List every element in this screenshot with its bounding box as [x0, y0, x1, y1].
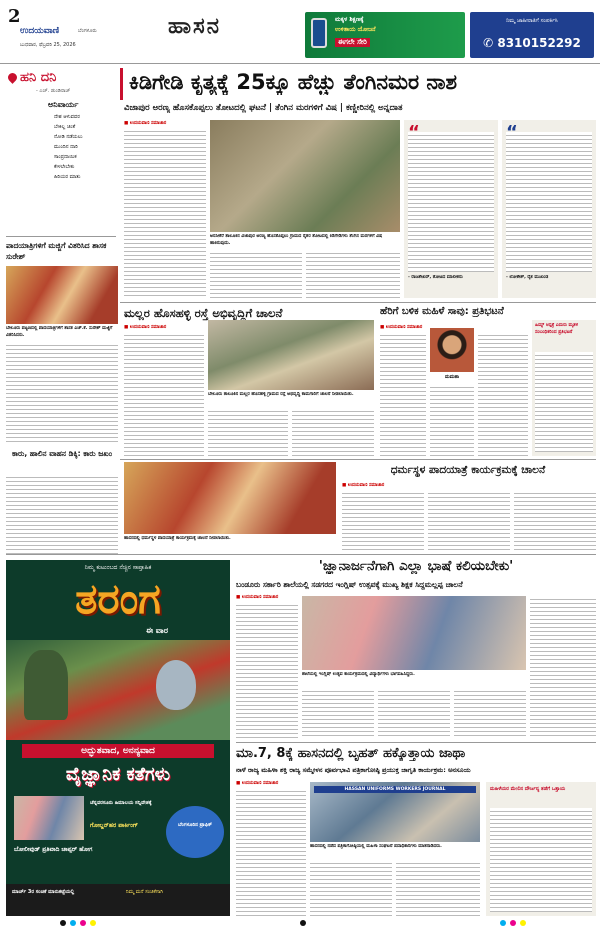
coconut-photo: [210, 120, 400, 232]
taranga-line2: ವೈಜ್ಞಾನಿಕ ಕತೆಗಳು: [65, 764, 171, 785]
dharmasthala-body-col2: [428, 490, 510, 550]
main-headline-bar: [120, 68, 596, 100]
jatha-sidebar: [486, 782, 596, 916]
language-body-col2: [302, 688, 374, 738]
language-byline: ■ ಉದಯವಾಣಿ ಸಮಾಚಾರ: [236, 595, 279, 600]
ad-contact: [470, 12, 594, 58]
edition: ಬೆಂಗಳೂರು: [78, 28, 97, 34]
jatha-subhead: ನಾಳೆ ರಾಜ್ಯ ಮಹಿಳಾ ಶಕ್ತಿ ರಾಜ್ಯ ಸಮ್ಮೇಳನ ಪೂರ್ವಭಾವಿ ಪತ್ರಿಕಾಗೋಷ್ಠಿ ಪ್ರಯುಕ್ತ ಜಾಗೃತಿ ಕಾರ್ಯಕ್ರಮ: ಅನಸೂಯ: [236, 766, 471, 774]
road-photo: [208, 320, 374, 390]
school-photo: [302, 596, 526, 670]
padayatre-caption: ಬೇಲೂರು ಪಟ್ಟಣದಲ್ಲಿ ಪಾದಯಾತ್ರಿಗಳಿಗೆ ಶಾಸಕ ಎಚ್.ಕೆ. ಸುರೇಶ್ ಮಜ್ಜಿಗೆ ವಿತರಿಸಿದರು.: [6, 326, 113, 338]
language-caption: ಶಾಲೆಯಲ್ಲಿ ಇಂಗ್ಲಿಷ್ ಉತ್ಸವ ಕಾರ್ಯಕ್ರಮದಲ್ಲಿ ವಿದ್ಯಾರ್ಥಿಗಳು ಭಾಗವಹಿಸಿದ್ದರು.: [302, 672, 415, 677]
jatha-body-col3: [396, 860, 480, 916]
accident-headline: ಕಾರು, ಹಾಲಿನ ವಾಹನ ಡಿಕ್ಕಿ: ಕಾರು ಜಖಂ: [11, 449, 113, 458]
quote-box-2: [502, 120, 596, 298]
road-caption: ಬೇಲೂರು ತಾಲೂಕಿನ ಮಲ್ಲರ ಹೊಸಹಳ್ಳಿ ಗ್ರಾಮದ ರಸ್ತೆ ಅಭಿವೃದ್ಧಿ ಕಾಮಗಾರಿಗೆ ಚಾಲನೆ ನೀಡಲಾಯಿತು.: [208, 392, 354, 397]
death-box-text: ಹಿಮ್ಸ್ ಆಸ್ಪತ್ರೆ ಎದುರು ಮೃತಳ ಸಂಬಂಧಿಕರಿಂದ ಪ್ರತಿಭಟನೆ: [535, 323, 579, 335]
taranga-footer-bar: [6, 884, 230, 916]
dharmasthala-caption: ಹಾಸನದಲ್ಲಿ ಧರ್ಮಸ್ಥಳ ಪಾದಯಾತ್ರೆ ಕಾರ್ಯಕ್ರಮಕ್ಕೆ ಚಾಲನೆ ನೀಡಲಾಯಿತು.: [124, 536, 231, 541]
pressmeet-banner: HASSAN UNIFORMS WORKERS JOURNAL: [314, 786, 476, 793]
quote1-author: - ರಾಜಶೇಖರ್, ತೋಟದ ಮಾಲೀಕರು: [408, 275, 463, 280]
language-body-col3: [378, 688, 450, 738]
main-byline: ■ ಉದಯವಾಣಿ ಸಮಾಚಾರ: [124, 121, 167, 126]
ad-contact-line: ನಿಮ್ಮ ಜಾಹೀರಾತಿಗೆ ಸಂಪರ್ಕಿಸಿ: [506, 18, 558, 24]
language-body-col1: [236, 602, 298, 738]
road-body-col3: [292, 408, 374, 456]
poem-line-6: ಕೇಳಲೇಬೇಕು: [54, 164, 75, 170]
phone-number: 8310152292: [497, 36, 581, 50]
drop-icon: [6, 71, 19, 84]
ad-savings-line1: ಮಕ್ಕಳ ಶಿಕ್ಷಣಕ್ಕೆ: [335, 16, 364, 23]
main-subhead: ವಿಜಾಪುರ ಅರಣ್ಯ ಹೊಸಕೊಪ್ಪಲು ತೋಟದಲ್ಲಿ ಘಟನೆ | ತೆಂಗಿನ ಮರಗಳಿಗೆ ವಿಷ | ಕಣ್ಣೀರಿನಲ್ಲಿ ಅನ್ನದಾತ: [124, 103, 403, 113]
soldier-icon: [24, 650, 68, 720]
jatha-body-col1: [236, 788, 306, 916]
road-byline: ■ ಉದಯವಾಣಿ ಸಮಾಚಾರ: [124, 325, 167, 330]
taranga-footer: ಮಾರ್ಚ್ 3ರ ಸಂಚಿಕೆ ಮಾರುಕಟ್ಟೆಯಲ್ಲಿ: [12, 889, 75, 895]
date: ಬುಧವಾರ, ಫೆಬ್ರವರಿ 25, 2026: [20, 42, 76, 48]
taranga-footer2: ನಿಮ್ಮ ಮನೆ ಸಂಚಿಕೆಗಾಗಿ: [126, 889, 164, 895]
language-body-col5: [530, 596, 596, 738]
main-caption: ಅರಸೀಕೆರೆ ತಾಲೂಕಿನ ವಿಜಾಪುರ ಅರಣ್ಯ ಹೊಸಕೊಪ್ಪಲು ಗ್ರಾಮದ ರೈತರ ತೋಟದಲ್ಲಿ ಕಿಡಿಗೇಡಿಗಳು ತೆಂಗಿನ ಮರಗಳಿಗೆ ವಿಷ ಹಾಕಿರುವುದು.: [210, 234, 383, 246]
ad-savings-line2: ಉಳಿತಾಯ ಯೋಜನೆ: [335, 26, 376, 33]
dharmasthala-headline: ಧರ್ಮಸ್ಥಳ ಪಾದಯಾತ್ರೆ ಕಾರ್ಯಕ್ರಮಕ್ಕೆ ಚಾಲನೆ: [390, 464, 546, 476]
ad-contact-phone: ✆ 8310152292: [483, 36, 581, 50]
padayatre-body: [6, 342, 118, 442]
padayatre-headline: ಪಾದಯಾತ್ರಿಗಳಿಗೆ ಮಜ್ಜಿಗೆ ವಿತರಿಸಿದ ಶಾಸಕ ಸುರೇಶ್: [6, 241, 107, 261]
death-body-col1: [380, 332, 426, 456]
jatha-headline: ಮಾ.7, 8ಕ್ಕೆ ಹಾಸನದಲ್ಲಿ ಬೃಹತ್ ಹಕ್ಕೊತ್ತಾಯ ಜಾಥಾ: [236, 746, 466, 761]
language-subhead: ಬಂಡೂರು ಸರ್ಕಾರಿ ಶಾಲೆಯಲ್ಲಿ ಸಡಗರದ ಇಂಗ್ಲಿಷ್ ಉತ್ಸವಕ್ಕೆ ಮುಖ್ಯ ಶಿಕ್ಷಕ ಸಿದ್ದಮಲ್ಲಪ್ಪ ಚಾಲನೆ: [236, 580, 463, 589]
poem-line-7: ಹಿರಿಯರ ಮಾತು: [54, 174, 81, 180]
taranga-item1: ಚೆನ್ನವರಸೂರು ಹಿಮಾಲಯ ಸನ್ನಿವೇಶಕ್ಕೆ: [90, 800, 152, 806]
hanidani-byline: - ಎಚ್. ಡುಂಡಿರಾಜ್: [36, 88, 71, 94]
main-body-col1: [124, 128, 206, 298]
pressmeet-photo: [310, 782, 480, 842]
jatha-caption: ಹಾಸನದಲ್ಲಿ ನಡೆದ ಪತ್ರಿಕಾಗೋಷ್ಠಿಯಲ್ಲಿ ಮಹಿಳಾ ಸಂಘಟನೆ ಪದಾಧಿಕಾರಿಗಳು ಮಾತನಾಡಿದರು.: [310, 844, 442, 849]
ad-savings: [305, 12, 465, 58]
taranga-item4: ಬೋಲೀವುಡ್‌ ಪ್ರತಿವಾದಿ ಚಾಪ್ಟರ್‌ ಹೋಗ: [14, 846, 93, 853]
taranga-subtitle: ಈ ವಾರ: [146, 626, 168, 635]
registration-marks: [0, 918, 600, 928]
poem-line-2: ಬೇಕಿಲ್ಲ ಚಿಂತೆ: [54, 124, 76, 130]
alien-icon: [156, 660, 196, 710]
poem-line-1: ದೇಶ ಆಳುವವರ: [54, 114, 80, 120]
road-body-col2: [208, 408, 288, 456]
accident-body: [6, 474, 118, 556]
dharmasthala-body-col1: [342, 490, 424, 550]
dharmasthala-body-col3: [514, 490, 596, 550]
hanidani-title: ಹನಿ ದನಿ: [20, 70, 57, 85]
dharmasthala-byline: ■ ಉದಯವಾಣಿ ಸಮಾಚಾರ: [342, 483, 385, 488]
road-headline: ಮಲ್ಲರ ಹೊಸಹಳ್ಳಿ ರಸ್ತೆ ಅಭಿವೃದ್ಧಿಗೆ ಚಾಲನೆ: [124, 306, 283, 320]
death-headline: ಹೆರಿಗೆ ಬಳಿಕ ಮಹಿಳೆ ಸಾವು: ಪ್ರತಿಭಟನೆ: [380, 306, 504, 317]
taranga-line1: ಅದ್ಭುತವಾದ, ಅನನ್ಯವಾದ: [22, 744, 214, 758]
taranga-inset-photo: [14, 796, 84, 840]
taranga-ad: [6, 560, 230, 916]
death-body-col3: [478, 332, 528, 456]
road-body-col1: [124, 332, 204, 456]
woman-photo: [430, 328, 474, 372]
taranga-item3: ಬೆಂಗಳೂರಿನ ಟ್ರಾಫಿಕ್: [178, 822, 212, 828]
poem-line-3: ನೋಡಿ ನಡೆಯಲು: [54, 134, 83, 140]
jatha-body-col2: [310, 860, 392, 916]
jatha-box-text: ಮಹಿಳೆಯರ ಮೇಲಿನ ದೌರ್ಜನ್ಯ ತಡೆಗೆ ಒತ್ತಾಯ: [490, 786, 566, 792]
language-headline: 'ಜ್ಞಾನಾರ್ಜನೆಗಾಗಿ ಎಲ್ಲಾ ಭಾಷೆ ಕಲಿಯಬೇಕು': [318, 558, 514, 574]
jatha-byline: ■ ಉದಯವಾಣಿ ಸಮಾಚಾರ: [236, 781, 279, 786]
taranga-title: ತರಂಗ: [75, 574, 161, 623]
traffic-photo: [166, 806, 224, 858]
poem-title: ಅನಿವಾರ್ಯ: [48, 100, 79, 109]
page-number: 2: [8, 6, 21, 27]
dharmasthala-photo: [124, 462, 336, 534]
padayatre-photo: [6, 266, 118, 324]
poem-line-4: ಮುಂದಿನ ದಾರಿ: [54, 144, 78, 150]
death-sidebar: [532, 320, 596, 456]
main-body-col3: [306, 250, 400, 298]
cover-art: [6, 640, 230, 740]
death-byline: ■ ಉದಯವಾಣಿ ಸಮಾಚಾರ: [380, 325, 423, 330]
quote2-author: - ಲೋಕೇಶ್, ರೈತ ಮುಖಂಡ: [506, 275, 549, 280]
poem-line-5: ಸಾಂಪ್ರದಾಯಿಕ: [54, 154, 77, 160]
masthead: [0, 0, 600, 64]
hanidani-box: [6, 68, 116, 236]
taranga-top-text: ನಿಮ್ಮ ಕುಟುಂಬದ ನೆಚ್ಚಿನ ಸಾಪ್ತಾಹಿಕ: [84, 564, 152, 571]
paper-name: ಉದಯವಾಣಿ: [20, 26, 60, 36]
taranga-item2: ಗೋಲ್ಡನ್‌ಹರ ಪಾರ್ಕಿಂಗ್: [90, 822, 139, 829]
section-title: ಹಾಸನ: [168, 14, 221, 39]
language-body-col4: [454, 688, 526, 738]
main-body-col2: [210, 250, 302, 298]
death-body-col2: [430, 384, 474, 456]
ad-savings-line3: ಈಗಲೇ ಸೇರಿ: [335, 38, 370, 47]
woman-photo-caption: ಮಮತಾ: [445, 374, 459, 380]
main-headline: ಕಿಡಿಗೇಡಿ ಕೃತ್ಯಕ್ಕೆ 25ಕ್ಕೂ ಹೆಚ್ಚು ತೆಂಗಿನಮರ ನಾಶ: [129, 70, 457, 94]
phone-icon: [311, 18, 327, 48]
quote-box-1: [404, 120, 498, 298]
